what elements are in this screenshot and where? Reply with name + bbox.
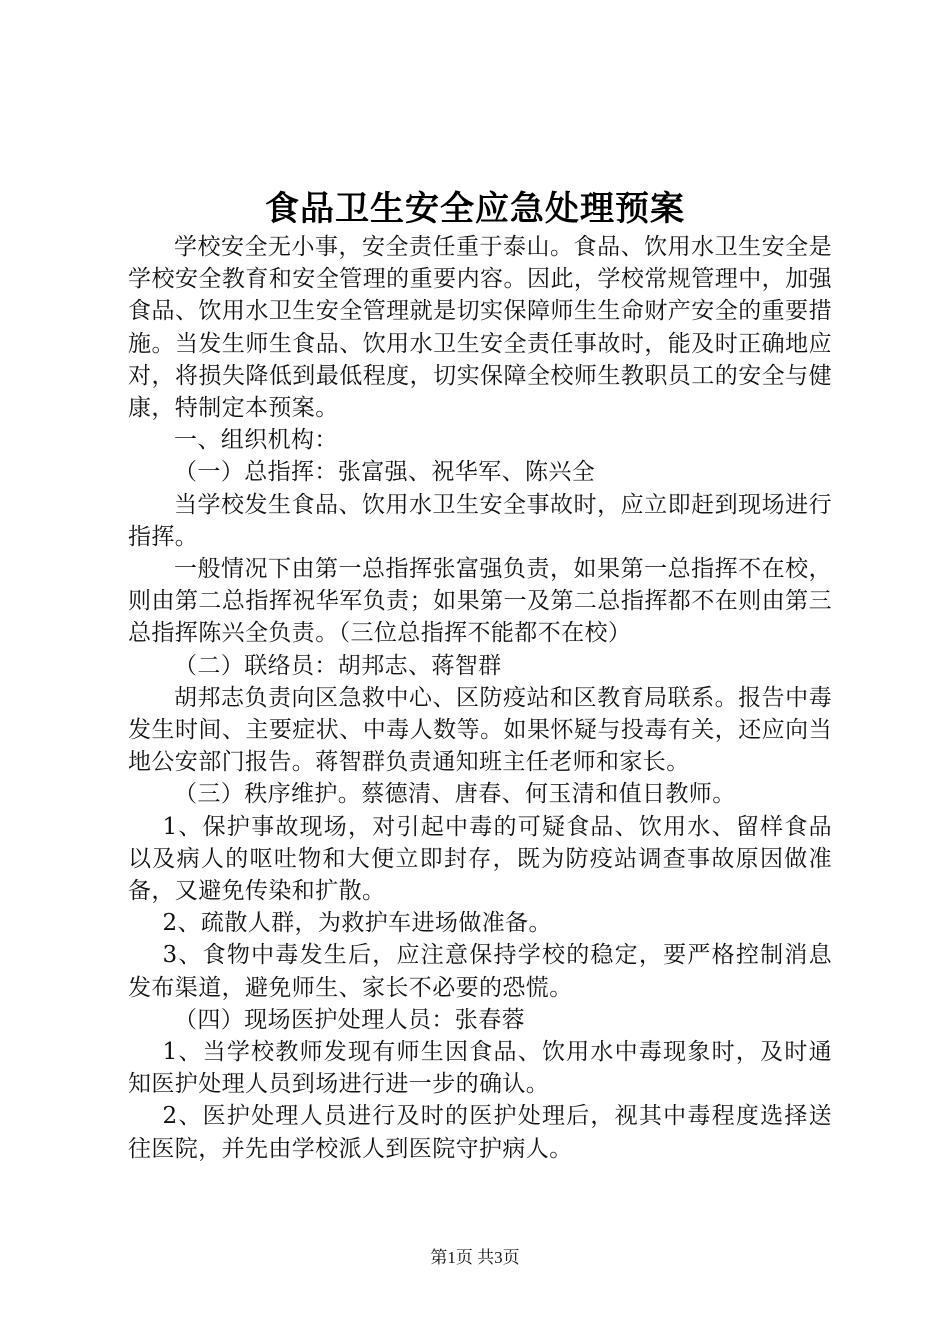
heading-organization: 一、组织机构： bbox=[174, 427, 338, 454]
page-number-footer: 第1页 共3页 bbox=[430, 1248, 520, 1267]
paragraph-commander-duty: 当学校发生食品、饮用水卫生安全事故时，应立即赶到现场进行指挥。 bbox=[128, 491, 832, 550]
document-body bbox=[128, 231, 832, 1165]
list-item-order-3: 3、食物中毒发生后，应注意保持学校的稳定，要严格控制消息发布渠道，避免师生、家长不必要的恐慌。 bbox=[128, 942, 832, 1001]
heading-order-maintenance: （三）秩序维护。蔡德清、唐春、何玉清和值日教师。 bbox=[174, 781, 736, 808]
heading-liaison: （二）联络员：胡邦志、蒋智群 bbox=[174, 652, 502, 679]
paragraph-commander-order: 一般情况下由第一总指挥张富强负责，如果第一总指挥不在校，则由第二总指挥祝华军负责；如果第一及第二总指挥都不在则由第三总指挥陈兴全负责。（三位总指挥不能都不在校） bbox=[128, 556, 832, 647]
list-item-medical-2: 2、医护处理人员进行及时的医护处理后，视其中毒程度选择送往医院，并先由学校派人到医院守护病人。 bbox=[128, 1103, 832, 1162]
list-item-order-1: 1、保护事故现场，对引起中毒的可疑食品、饮用水、留样食品以及病人的呕吐物和大便立即封存，既为防疫站调查事故原因做准备，又避免传染和扩散。 bbox=[128, 813, 832, 905]
list-item-medical-1: 1、当学校教师发现有师生因食品、饮用水中毒现象时，及时通知医护处理人员到场进行进一步的确认。 bbox=[128, 1039, 832, 1098]
list-item-order-2: 2、疏散人群，为救护车进场做准备。 bbox=[162, 910, 552, 937]
heading-commander: （一）总指挥：张富强、祝华军、陈兴全 bbox=[174, 459, 596, 486]
document-title: 食品卫生安全应急处理预案 bbox=[265, 189, 685, 229]
paragraph-liaison-duty: 胡邦志负责向区急救中心、区防疫站和区教育局联系。报告中毒发生时间、主要症状、中毒人数等。如果怀疑与投毒有关，还应向当地公安部门报告。蒋智群负责通知班主任老师和家长。 bbox=[128, 684, 832, 776]
heading-medical: （四）现场医护处理人员：张春蓉 bbox=[174, 1006, 525, 1033]
paragraph-intro: 学校安全无小事，安全责任重于泰山。食品、饮用水卫生安全是学校安全教育和安全管理的重要内容。因此，学校常规管理中，加强食品、饮用水卫生安全管理就是切实保障师生生命财产安全的重要措施。当发生师生食品、饮用水卫生安全责任事故时，能及时正确地应对，将损失降低到最低程度，切实保障全校师生教职员工的安全与健康，特制定本预案。 bbox=[128, 234, 832, 422]
